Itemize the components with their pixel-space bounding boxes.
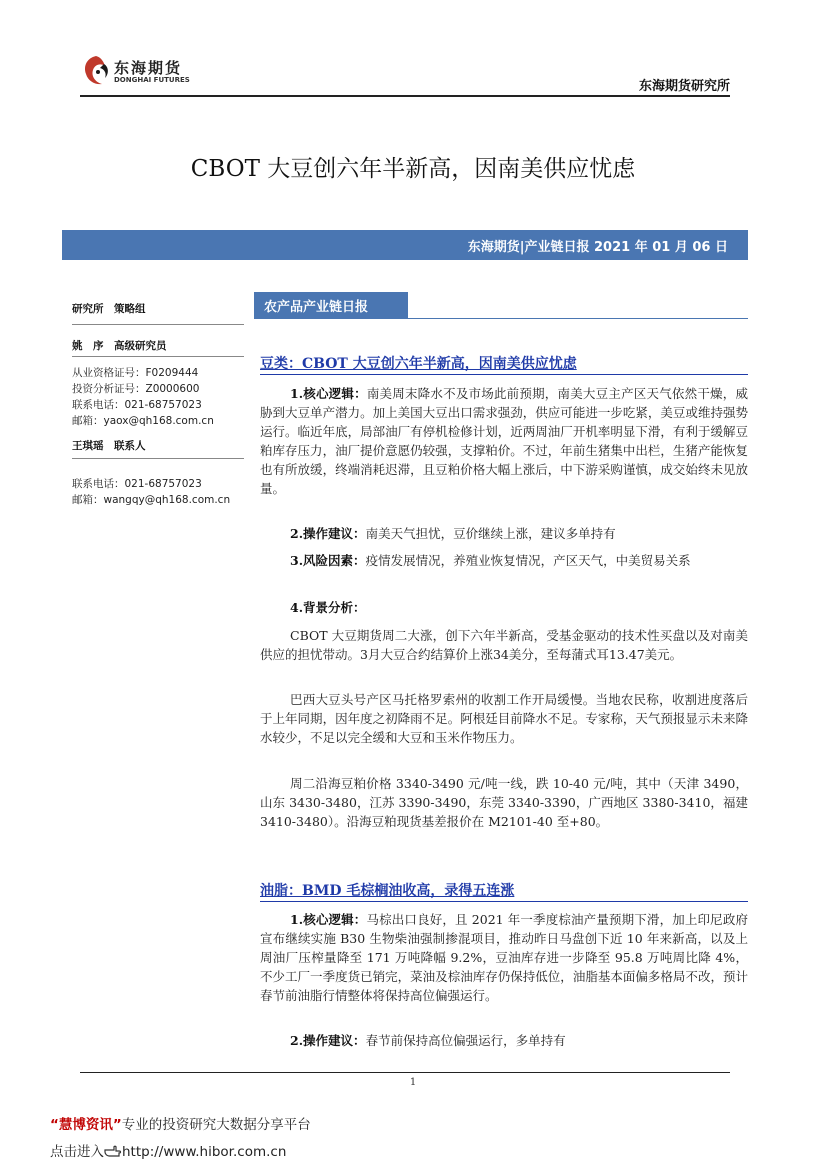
oil-operation-label: 2.操作建议： <box>290 1033 366 1048</box>
logo-chinese-name: 东海期货 <box>114 59 183 77</box>
soy-risk-label: 3.风险因素： <box>290 553 366 568</box>
soy-section-title-text: 豆类：CBOT 大豆创六年半新高，因南美供应忧虑 <box>260 356 577 372</box>
oil-section-title-text: 油脂：BMD 毛棕榈油收高，录得五连涨 <box>260 883 515 899</box>
analyst-1-email[interactable]: 邮箱：yaox@qh168.com.cn <box>72 415 214 427</box>
analyst-1-phone: 联系电话：021-68757023 <box>72 399 202 411</box>
soy-background-p3: 周二沿海豆粕价格 3340-3490 元/吨一线，跌 10-40 元/吨，其中（天津 3490，山东 3430-3480，江苏 3390-3490，东莞 3340-3390，广西地区 3380-3410，福建 3410-3480）。沿海豆粕现货基差报价在 M2101-40 至+80。 <box>260 776 748 829</box>
report-title: CBOT 大豆创六年半新高，因南美供应忧虑 <box>190 156 636 182</box>
oil-core-logic <box>260 910 748 1005</box>
report-banner <box>62 230 748 260</box>
oil-core-logic-label: 1.核心逻辑： <box>290 912 367 927</box>
analyst-1-name: 姚 序 高级研究员 <box>72 340 167 352</box>
soy-core-logic <box>260 384 748 498</box>
dragon-logo-icon <box>80 54 112 88</box>
soy-background-p1: CBOT 大豆期货周二大涨，创下六年半新高，受基金驱动的技术性买盘以及对南美供应的担忧带动。3月大豆合约结算价上涨34美分，至每蒲式耳13.47美元。 <box>260 628 748 662</box>
soy-core-logic-text: 南美周末降水不及市场此前预期，南美大豆主产区天气依然干燥，威胁到大豆单产潜力。加上美国大豆出口需求强劲，供应可能进一步吃紧，美豆或维持强势运行。临近年底，局部油厂有停机检修计划，近两周油厂开机率明显下滑，有利于缓解豆粕库存压力，油厂提价意愿仍较强，支撑粕价。不过，年前生猪集中出栏，生猪产能恢复也有所放缓，终端消耗迟滞，且豆粕价格大幅上涨后，中下游采购谨慎，成交始终未见放量。 <box>260 386 748 496</box>
soy-operation <box>260 524 748 543</box>
soy-background-label: 4.背景分析： <box>290 600 366 615</box>
promo-link-label: 点击进入 <box>50 1144 104 1160</box>
soy-section-rule <box>260 374 748 375</box>
section-tag-label: 农产品产业链日报 <box>264 300 369 315</box>
banner-text: 东海期货|产业链日报 2021 年 01 月 06 日 <box>467 240 728 255</box>
company-logo <box>80 54 200 90</box>
header-divider <box>80 95 730 97</box>
footer-divider <box>80 1072 730 1073</box>
analyst-2-email[interactable]: 邮箱：wangqy@qh168.com.cn <box>72 494 231 506</box>
oil-section-title[interactable] <box>260 880 514 900</box>
promo-link-url[interactable]: http://www.hibor.com.cn <box>122 1144 287 1160</box>
soy-operation-text: 南美天气担忧，豆价继续上涨，建议多单持有 <box>365 526 616 541</box>
sidebar-divider <box>72 324 244 325</box>
soy-risk-text: 疫情发展情况，养殖业恢复情况，产区天气，中美贸易关系 <box>365 553 691 568</box>
sidebar-divider <box>72 458 244 459</box>
promo-link-line <box>50 1140 286 1160</box>
soy-section-title[interactable] <box>260 353 577 373</box>
promo-text: 专业的投资研究大数据分享平台 <box>121 1117 311 1133</box>
analyst-1-investment-cert: 投资分析证号：Z0000600 <box>72 383 200 395</box>
oil-core-logic-text: 马棕出口良好，且 2021 年一季度棕油产量预期下滑，加上印尼政府宣布继续实施 B30 生物柴油强制掺混项目，推动昨日马盘创下近 10 年来新高，以及上周油厂压榨量降至 171 万吨降幅 9.2%，豆油库存进一步降至 95.8 万吨周比降 4%，不少工厂一季度货已销完，菜油及棕油库存仍保持低位，油脂基本面偏多格局不改，预计春节前油脂行情整体将保持高位偏强运行。 <box>260 912 748 1003</box>
soy-risk <box>260 551 748 570</box>
oil-operation-text: 春节前保持高位偏强运行，多单持有 <box>365 1033 566 1048</box>
page-number: 1 <box>409 1077 417 1088</box>
promo-line <box>50 1113 311 1133</box>
analyst-2-phone: 联系电话：021-68757023 <box>72 478 202 490</box>
promo-quote: “慧博资讯” <box>50 1117 122 1133</box>
section-tag-underline <box>254 318 748 319</box>
analyst-2-name: 王琪瑶 联系人 <box>72 440 146 452</box>
soy-background-p2: 巴西大豆头号产区马托格罗索州的收割工作开局缓慢。当地农民称，收割进度落后于上年同期，因年度之初降雨不足。阿根廷目前降水不足。专家称，天气预报显示未来降水较少，不足以完全缓和大豆和玉米作物压力。 <box>260 692 748 745</box>
research-institute-label: 东海期货研究所 <box>638 79 730 94</box>
soy-background-heading <box>260 598 748 617</box>
pointing-hand-icon <box>104 1144 122 1158</box>
soy-core-logic-label: 1.核心逻辑： <box>290 386 367 401</box>
oil-section-rule <box>260 901 748 902</box>
sidebar-dept: 研究所 策略组 <box>72 303 146 315</box>
logo-english-name: DONGHAI FUTURES <box>114 76 190 84</box>
sidebar-divider <box>72 356 244 357</box>
soy-operation-label: 2.操作建议： <box>290 526 366 541</box>
section-tag <box>254 292 408 318</box>
oil-operation <box>260 1031 748 1050</box>
analyst-1-qualification: 从业资格证号：F0209444 <box>72 367 199 379</box>
